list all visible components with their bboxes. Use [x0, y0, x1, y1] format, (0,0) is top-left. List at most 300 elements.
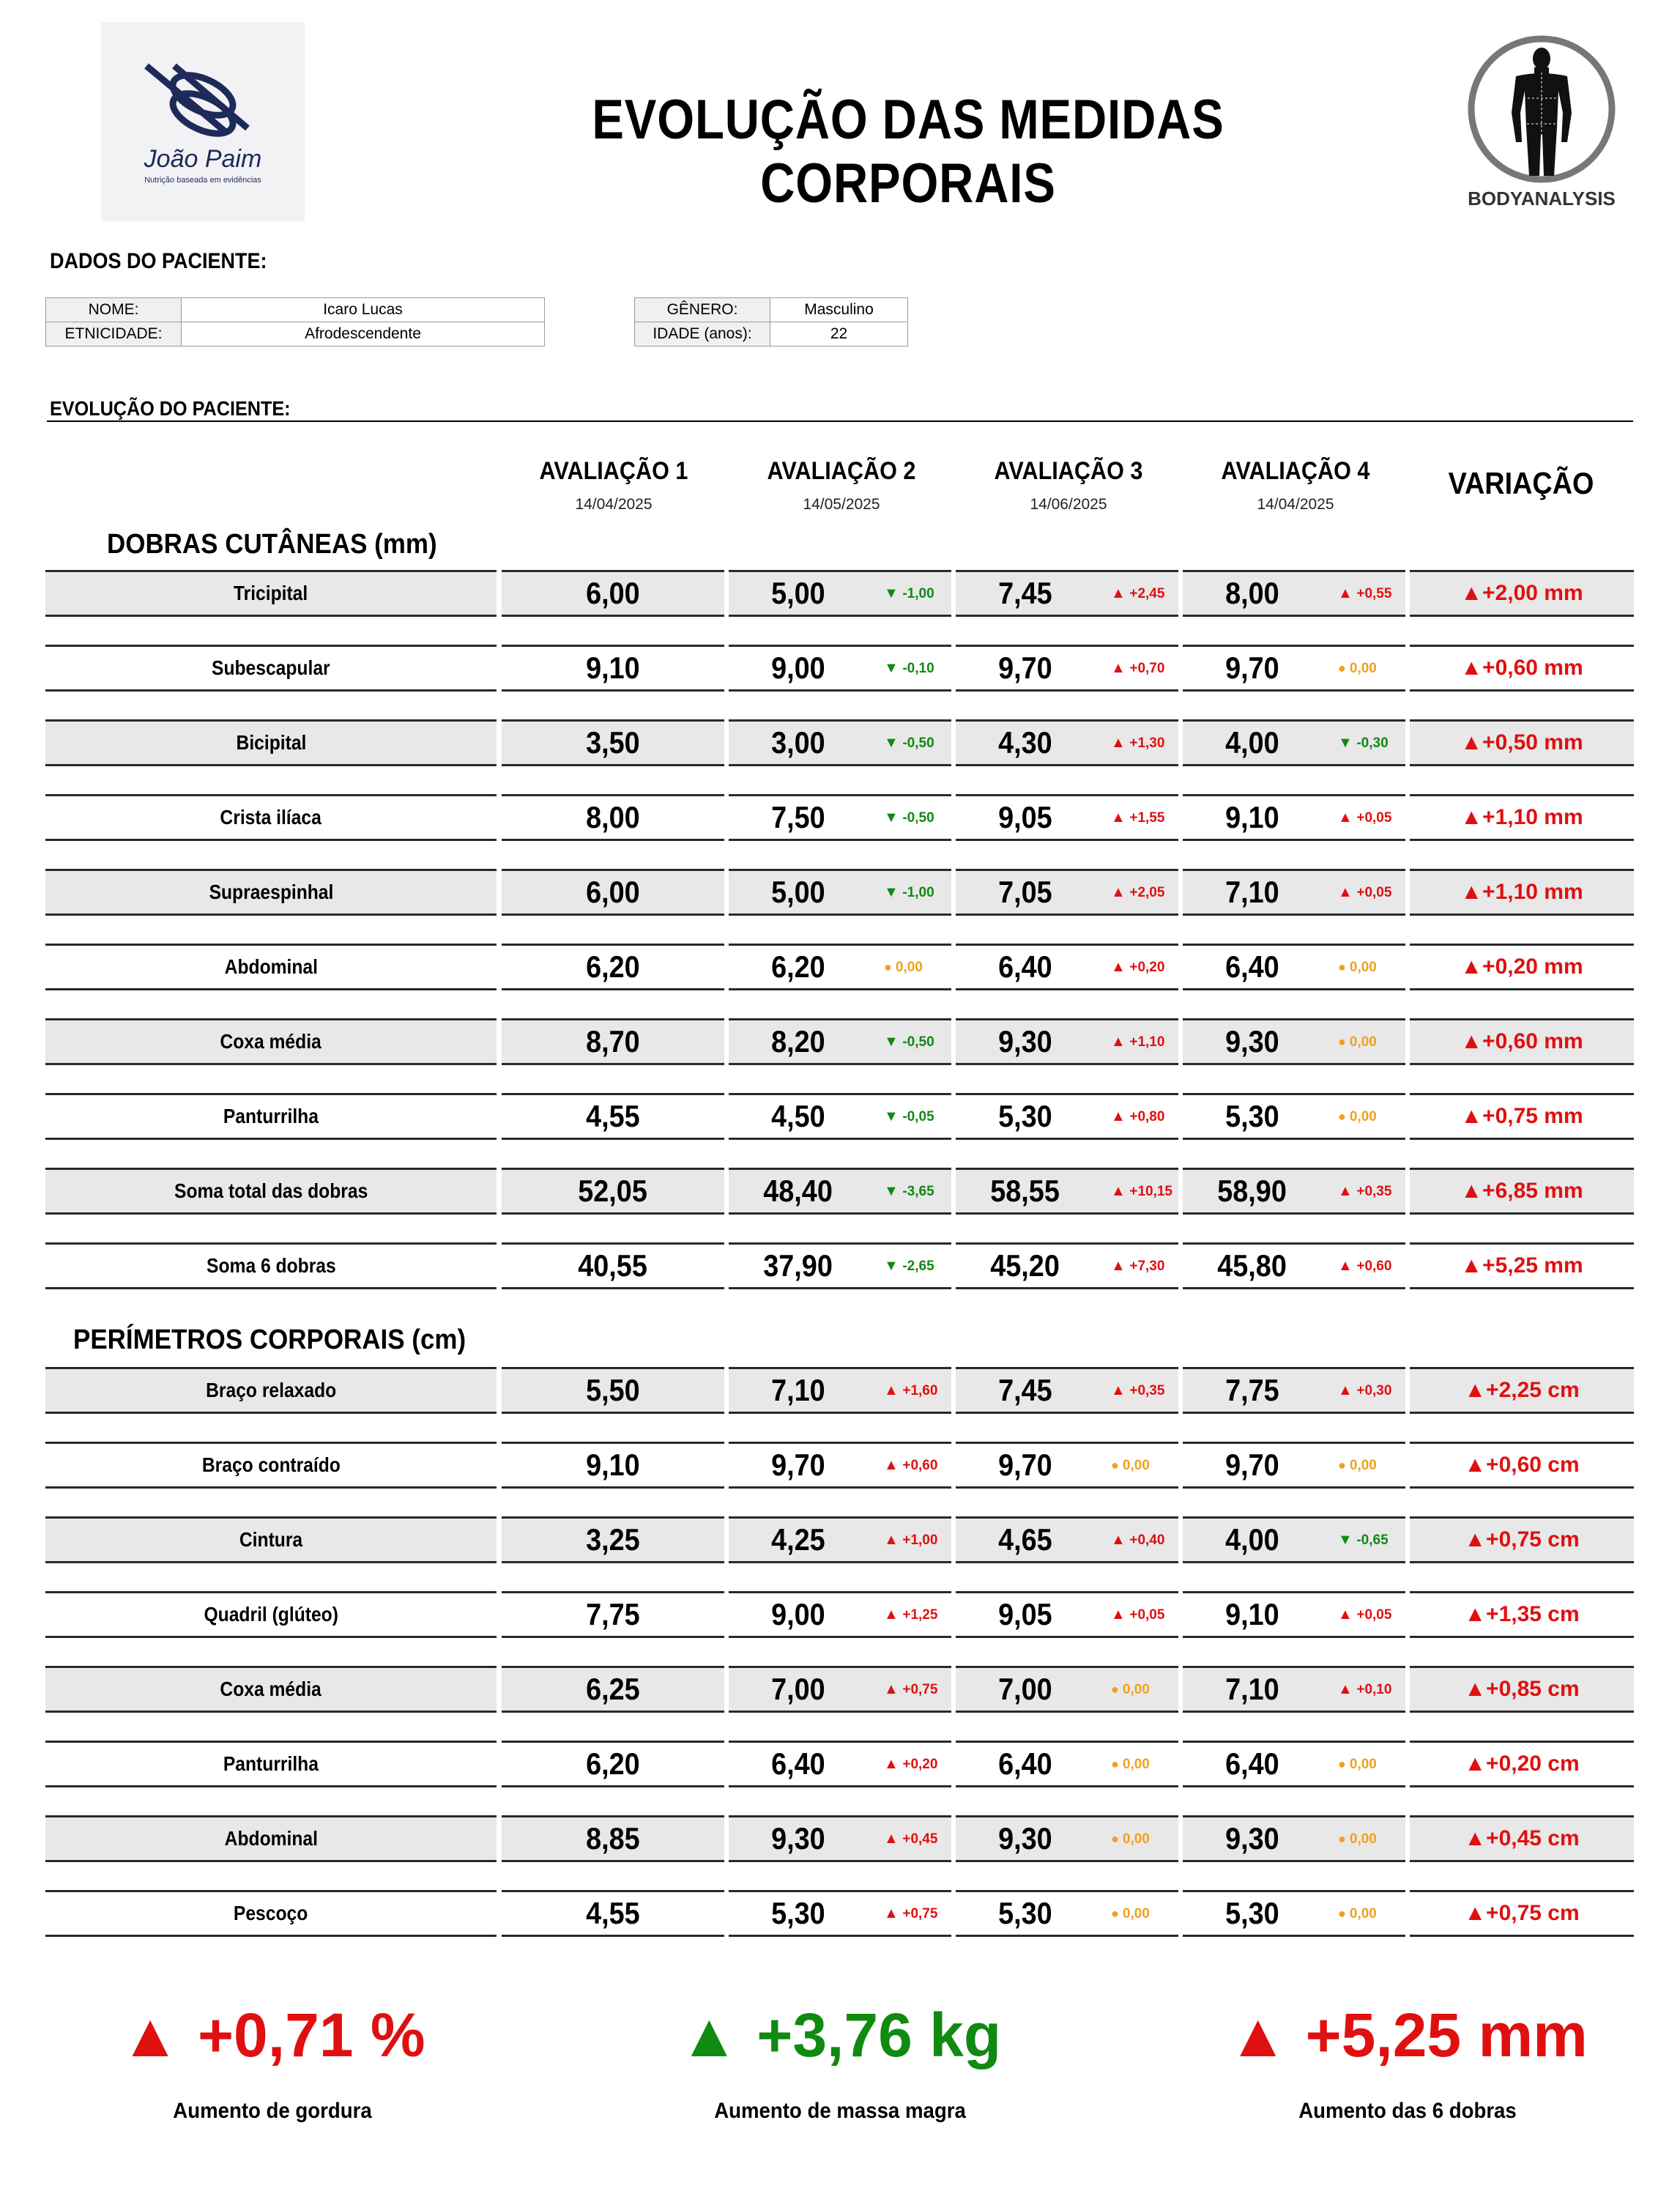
measurement-value	[502, 1593, 724, 1636]
measurement-value	[956, 1245, 1095, 1287]
dot-icon: ●	[1111, 1831, 1123, 1846]
measurement-value	[502, 722, 724, 764]
change-value: +1,60	[902, 1383, 938, 1398]
column-title: AVALIAÇÃO 2	[767, 457, 916, 485]
measurement-value-text: 7,50	[771, 800, 825, 834]
measurement-value-text: 58,55	[990, 1174, 1060, 1208]
row-label	[45, 570, 497, 617]
change-value: 0,00	[1349, 1757, 1377, 1772]
triangle-up-icon: ▲	[1111, 1606, 1130, 1623]
measurement-value-text: 9,70	[771, 1448, 825, 1482]
triangle-up-icon: ▲	[884, 1756, 903, 1772]
measurement-value-text: 9,70	[1225, 1448, 1279, 1482]
change-indicator	[884, 722, 934, 764]
triangle-up-icon: ▲	[1338, 1258, 1357, 1274]
triangle-up-icon: ▲	[1464, 1901, 1487, 1925]
change-indicator	[884, 796, 934, 839]
triangle-up-icon: ▲	[1338, 1606, 1357, 1623]
measurement-value-text: 6,00	[586, 875, 640, 909]
row-label	[45, 1018, 497, 1065]
measurement-value	[1183, 1095, 1322, 1138]
column-title: AVALIAÇÃO 4	[1221, 457, 1370, 485]
measurement-value	[502, 1245, 724, 1287]
change-value: +0,40	[1129, 1533, 1165, 1548]
change-value: +0,20	[1129, 960, 1165, 975]
triangle-up-icon: ▲	[1464, 1378, 1487, 1402]
change-indicator	[1338, 946, 1377, 988]
column-date: 14/04/2025	[1257, 496, 1334, 513]
change-indicator	[1338, 1593, 1391, 1636]
change-value: 0,00	[1122, 1906, 1150, 1921]
change-value: +0,55	[1356, 586, 1392, 601]
triangle-up-icon: ▲	[1111, 1034, 1130, 1050]
evaluation-cell-2	[729, 794, 951, 841]
measurement-value	[502, 1170, 724, 1212]
measurement-value	[729, 1668, 868, 1711]
measurement-value	[502, 1020, 724, 1063]
measurement-value-text: 6,40	[1225, 949, 1279, 984]
triangle-up-icon: ▲	[1464, 1677, 1487, 1701]
variation-cell	[1410, 1516, 1634, 1563]
evaluation-cell-2	[729, 719, 951, 766]
measurement-value	[502, 1095, 724, 1138]
change-value: +0,60	[902, 1458, 938, 1473]
variation-value: +2,00 mm	[1482, 581, 1583, 605]
measurement-value-text: 40,55	[578, 1248, 648, 1283]
measurement-value-text: 3,00	[771, 725, 825, 760]
measurement-value	[956, 1170, 1095, 1212]
measurement-value	[729, 1369, 868, 1412]
measurement-value	[956, 796, 1095, 839]
evaluation-cell-2	[729, 1367, 951, 1414]
summary-lean-mass-value: ▲ +3,76 kg	[678, 2001, 1002, 2069]
column-header-2	[728, 457, 955, 514]
evaluation-cell-4	[1183, 1591, 1405, 1638]
evaluation-cell-2	[729, 645, 951, 692]
evaluation-cell-2	[729, 1242, 951, 1289]
change-indicator	[884, 1668, 937, 1711]
summary-fat-value: ▲ +0,71 %	[119, 2001, 425, 2069]
age-value: 22	[770, 322, 908, 346]
measurement-value-text: 7,10	[1225, 1672, 1279, 1706]
measurement-value	[1183, 722, 1322, 764]
measurement-value	[1183, 1519, 1322, 1561]
summary-skinfolds-label: Aumento das 6 dobras	[1298, 2099, 1517, 2123]
dot-icon: ●	[1338, 1831, 1350, 1846]
change-value: +0,05	[1356, 810, 1392, 826]
evaluation-cell-1	[502, 719, 724, 766]
triangle-up-icon: ▲	[1111, 1258, 1130, 1274]
change-indicator	[884, 1095, 934, 1138]
measurement-value	[502, 1519, 724, 1561]
change-value: +7,30	[1129, 1259, 1165, 1274]
body-analysis-logo	[1465, 32, 1618, 186]
change-value: +0,60	[1356, 1259, 1392, 1274]
measurement-value-text: 6,40	[998, 949, 1052, 984]
evaluation-cell-4	[1183, 1093, 1405, 1140]
triangle-up-icon: ▲	[1338, 1681, 1357, 1697]
change-value: 0,00	[1349, 1458, 1377, 1473]
measurement-value	[729, 1095, 868, 1138]
change-value: +1,55	[1129, 810, 1165, 826]
measurement-value-text: 7,00	[998, 1672, 1052, 1706]
evaluation-cell-2	[729, 1890, 951, 1937]
row-label	[45, 719, 497, 766]
variation-value: +5,25 mm	[1482, 1253, 1583, 1278]
variation-cell	[1410, 1442, 1634, 1489]
change-value: 0,00	[1349, 661, 1377, 676]
dot-icon: ●	[1111, 1906, 1123, 1921]
measurement-value	[729, 1593, 868, 1636]
change-value: +0,45	[902, 1831, 938, 1847]
variation-cell	[1410, 1018, 1634, 1065]
row-label-text: Abdominal	[224, 955, 318, 978]
triangle-up-icon: ▲	[1111, 1382, 1130, 1398]
evaluation-cell-3	[956, 570, 1178, 617]
measurement-value	[502, 1668, 724, 1711]
measurement-value	[502, 796, 724, 839]
change-indicator	[1111, 1892, 1150, 1935]
triangle-up-icon: ▲	[1111, 1532, 1130, 1548]
row-label-text: Soma total das dobras	[174, 1179, 368, 1202]
change-indicator	[884, 647, 934, 689]
variation-value: +0,85 cm	[1486, 1677, 1580, 1701]
change-indicator	[884, 1593, 937, 1636]
triangle-up-icon: ▲	[1338, 585, 1357, 601]
measurement-value	[729, 1519, 868, 1561]
measurement-value	[1183, 1743, 1322, 1785]
change-value: -1,00	[902, 586, 934, 601]
evaluation-cell-3	[956, 1591, 1178, 1638]
measurement-value-text: 5,00	[771, 576, 825, 610]
section-divider	[47, 420, 1633, 422]
patient-info-left	[45, 297, 545, 346]
evaluation-cell-2	[729, 570, 951, 617]
variation-cell	[1410, 1093, 1634, 1140]
measurement-value	[956, 647, 1095, 689]
evaluation-cell-4	[1183, 1815, 1405, 1862]
row-label	[45, 1666, 497, 1713]
evaluation-cell-4	[1183, 1890, 1405, 1937]
evaluation-cell-4	[1183, 944, 1405, 990]
change-value: +2,05	[1129, 885, 1165, 900]
evaluation-cell-3	[956, 1516, 1178, 1563]
triangle-up-icon: ▲	[1111, 884, 1130, 900]
evaluation-cell-2	[729, 1666, 951, 1713]
evaluation-cell-4	[1183, 1442, 1405, 1489]
measurement-value	[502, 572, 724, 615]
measurement-value-text: 4,55	[586, 1896, 640, 1930]
triangle-up-icon: ▲	[1338, 1382, 1357, 1398]
measurement-value	[729, 1170, 868, 1212]
evaluation-cell-4	[1183, 1168, 1405, 1215]
measurement-value-text: 4,50	[771, 1099, 825, 1133]
evaluation-cell-3	[956, 1168, 1178, 1215]
change-indicator	[1111, 1519, 1164, 1561]
dot-icon: ●	[1111, 1682, 1123, 1697]
column-date: 14/05/2025	[803, 496, 880, 513]
triangle-up-icon: ▲	[1227, 2001, 1306, 2069]
brand-logo-tagline: Nutrição baseada em evidências	[144, 176, 261, 185]
patient-info-right	[634, 297, 908, 346]
change-value: 0,00	[1122, 1458, 1150, 1473]
measurement-value	[1183, 1369, 1322, 1412]
evaluation-cell-4	[1183, 794, 1405, 841]
measurement-value	[956, 946, 1095, 988]
triangle-up-icon: ▲	[1464, 1602, 1487, 1626]
measurement-value	[1183, 572, 1322, 615]
measurement-value	[956, 1095, 1095, 1138]
row-label	[45, 1815, 497, 1862]
change-indicator	[1111, 871, 1164, 913]
measurement-value-text: 45,80	[1217, 1248, 1287, 1283]
column-header-4	[1182, 457, 1409, 514]
change-indicator	[1338, 1245, 1391, 1287]
measurement-value-text: 8,70	[586, 1024, 640, 1059]
evaluation-cell-1	[502, 645, 724, 692]
triangle-up-icon: ▲	[1111, 1108, 1130, 1124]
change-indicator	[1338, 1743, 1377, 1785]
variation-value: +0,50 mm	[1482, 730, 1583, 755]
row-label-text: Panturrilha	[223, 1752, 319, 1775]
measurement-value	[729, 1245, 868, 1287]
measurement-value-text: 9,10	[586, 651, 640, 685]
triangle-down-icon: ▼	[884, 809, 903, 826]
row-label-text: Braço contraído	[201, 1453, 341, 1476]
evaluation-cell-3	[956, 1242, 1178, 1289]
evaluation-cell-2	[729, 1168, 951, 1215]
change-value: +0,30	[1356, 1383, 1392, 1398]
measurement-value	[956, 722, 1095, 764]
measurement-value	[502, 647, 724, 689]
evaluation-cell-2	[729, 1815, 951, 1862]
variation-value: +1,10 mm	[1482, 880, 1583, 904]
change-value: 0,00	[1349, 1906, 1377, 1921]
triangle-up-icon: ▲	[884, 1532, 903, 1548]
change-indicator	[1338, 1892, 1377, 1935]
measurement-value	[502, 1444, 724, 1486]
evaluation-cell-1	[502, 1367, 724, 1414]
change-indicator	[1338, 1369, 1391, 1412]
measurement-value	[956, 1593, 1095, 1636]
measurement-value-text: 7,10	[771, 1373, 825, 1407]
variation-value: +0,75 mm	[1482, 1104, 1583, 1128]
triangle-up-icon: ▲	[1111, 809, 1130, 826]
measurement-value-text: 4,30	[998, 725, 1052, 760]
change-indicator	[1338, 1444, 1377, 1486]
row-label-text: Soma 6 dobras	[206, 1254, 336, 1277]
group-title-skinfolds: DOBRAS CUTÂNEAS (mm)	[107, 529, 437, 560]
evaluation-cell-2	[729, 1018, 951, 1065]
evaluation-cell-4	[1183, 1666, 1405, 1713]
measurement-value-text: 4,25	[771, 1522, 825, 1557]
variation-value: +0,60 cm	[1486, 1453, 1580, 1477]
change-value: +1,00	[902, 1533, 938, 1548]
row-label-text: Cintura	[239, 1528, 303, 1551]
triangle-up-icon: ▲	[1460, 880, 1483, 904]
brand-logo-icon	[101, 22, 305, 221]
measurement-value-text: 9,30	[998, 1024, 1052, 1059]
evaluation-cell-3	[956, 1442, 1178, 1489]
row-label	[45, 1442, 497, 1489]
measurement-value	[1183, 1892, 1322, 1935]
measurement-value-text: 7,75	[586, 1597, 640, 1631]
row-label-text: Crista ilíaca	[220, 806, 322, 829]
variation-cell	[1410, 869, 1634, 916]
evaluation-cell-1	[502, 794, 724, 841]
evaluation-cell-3	[956, 1890, 1178, 1937]
triangle-up-icon: ▲	[1460, 581, 1483, 605]
change-indicator	[1111, 1245, 1164, 1287]
row-label	[45, 794, 497, 841]
evaluation-cell-1	[502, 1442, 724, 1489]
dot-icon: ●	[1338, 1034, 1350, 1049]
change-indicator	[884, 1892, 937, 1935]
change-value: 0,00	[1349, 1831, 1377, 1847]
triangle-up-icon: ▲	[1111, 959, 1130, 975]
evaluation-cell-1	[502, 944, 724, 990]
variation-cell	[1410, 1741, 1634, 1787]
measurement-value-text: 6,40	[1225, 1746, 1279, 1781]
evaluation-cell-3	[956, 1367, 1178, 1414]
measurement-value	[729, 796, 868, 839]
brand-logo-name: João Paim	[144, 145, 262, 173]
evaluation-cell-4	[1183, 645, 1405, 692]
change-indicator	[1111, 572, 1164, 615]
triangle-up-icon: ▲	[1464, 1527, 1487, 1552]
dot-icon: ●	[1338, 661, 1350, 675]
measurement-value-text: 9,05	[998, 1597, 1052, 1631]
measurement-value	[502, 1369, 724, 1412]
measurement-value-text: 7,75	[1225, 1373, 1279, 1407]
change-value: 0,00	[1122, 1682, 1150, 1697]
evaluation-cell-3	[956, 1815, 1178, 1862]
variation-cell	[1410, 1242, 1634, 1289]
change-value: +0,35	[1356, 1184, 1392, 1199]
change-indicator	[1111, 1095, 1164, 1138]
ethnicity-value: Afrodescendente	[182, 322, 545, 346]
measurement-value	[729, 946, 868, 988]
triangle-up-icon: ▲	[1464, 1453, 1487, 1477]
measurement-value-text: 3,25	[586, 1522, 640, 1557]
measurement-value-text: 6,25	[586, 1672, 640, 1706]
row-label	[45, 645, 497, 692]
triangle-up-icon: ▲	[1460, 656, 1483, 680]
row-label	[45, 869, 497, 916]
triangle-up-icon: ▲	[1464, 1826, 1487, 1850]
change-value: -0,30	[1356, 735, 1389, 751]
measurement-value-text: 9,30	[1225, 1821, 1279, 1856]
triangle-up-icon: ▲	[678, 2001, 757, 2069]
measurement-value	[956, 572, 1095, 615]
measurement-value	[956, 1020, 1095, 1063]
dot-icon: ●	[1338, 960, 1350, 974]
measurement-value-text: 9,30	[998, 1821, 1052, 1856]
evaluation-cell-1	[502, 1666, 724, 1713]
measurement-value-text: 8,85	[586, 1821, 640, 1856]
change-value: +1,30	[1129, 735, 1165, 751]
measurement-value	[729, 647, 868, 689]
triangle-up-icon: ▲	[1111, 660, 1130, 676]
dot-icon: ●	[1111, 1757, 1123, 1771]
measurement-value-text: 48,40	[763, 1174, 833, 1208]
measurement-value-text: 7,10	[1225, 875, 1279, 909]
measurement-value	[502, 1743, 724, 1785]
patient-section-title: DADOS DO PACIENTE:	[50, 249, 267, 273]
evaluation-cell-1	[502, 1591, 724, 1638]
measurement-value-text: 9,70	[998, 1448, 1052, 1482]
evaluation-cell-4	[1183, 1741, 1405, 1787]
evaluation-cell-4	[1183, 869, 1405, 916]
row-label-text: Supraespinhal	[209, 881, 333, 903]
age-label: IDADE (anos):	[635, 322, 770, 346]
change-indicator	[1111, 1369, 1164, 1412]
change-value: +0,05	[1129, 1607, 1165, 1623]
measurement-value-text: 9,10	[1225, 800, 1279, 834]
row-label-text: Tricipital	[234, 582, 308, 604]
variation-cell	[1410, 719, 1634, 766]
measurement-value	[1183, 946, 1322, 988]
change-indicator	[884, 1020, 934, 1063]
evaluation-cell-1	[502, 1890, 724, 1937]
change-value: -3,65	[902, 1184, 934, 1199]
row-label	[45, 1591, 497, 1638]
triangle-up-icon: ▲	[1338, 884, 1357, 900]
measurement-value-text: 6,00	[586, 576, 640, 610]
triangle-down-icon: ▼	[884, 1108, 903, 1124]
triangle-up-icon: ▲	[119, 2001, 198, 2069]
change-indicator	[1111, 1817, 1150, 1860]
evaluation-cell-2	[729, 1741, 951, 1787]
change-value: -0,50	[902, 810, 934, 826]
row-label-text: Panturrilha	[223, 1105, 319, 1127]
change-indicator	[1338, 1095, 1377, 1138]
measurement-value	[729, 1817, 868, 1860]
brand-logo	[101, 22, 305, 221]
measurement-value-text: 5,30	[771, 1896, 825, 1930]
measurement-value	[502, 1892, 724, 1935]
change-indicator	[1338, 1020, 1377, 1063]
row-label	[45, 1890, 497, 1937]
variation-cell	[1410, 645, 1634, 692]
measurement-value	[729, 1444, 868, 1486]
measurement-value	[1183, 871, 1322, 913]
change-indicator	[1338, 796, 1391, 839]
column-date: 14/06/2025	[1030, 496, 1107, 513]
change-value: +0,35	[1129, 1383, 1165, 1398]
triangle-up-icon: ▲	[884, 1457, 903, 1473]
triangle-down-icon: ▼	[884, 660, 903, 676]
measurement-value-text: 8,00	[586, 800, 640, 834]
triangle-down-icon: ▼	[884, 1258, 903, 1274]
row-label-text: Bicipital	[236, 731, 306, 754]
dot-icon: ●	[1338, 1906, 1350, 1921]
dot-icon: ●	[1111, 1458, 1123, 1472]
change-indicator	[1338, 1519, 1389, 1561]
triangle-up-icon: ▲	[1460, 1179, 1483, 1203]
measurement-value-text: 7,05	[998, 875, 1052, 909]
change-indicator	[884, 572, 934, 615]
change-value: 0,00	[1349, 1109, 1377, 1124]
measurement-value-text: 9,10	[586, 1448, 640, 1482]
measurement-value-text: 7,45	[998, 576, 1052, 610]
evolution-section-title: EVOLUÇÃO DO PACIENTE:	[50, 397, 291, 420]
column-header-1	[500, 457, 727, 514]
measurement-value-text: 3,50	[586, 725, 640, 760]
variation-value: +6,85 mm	[1482, 1179, 1583, 1203]
measurement-value	[1183, 1245, 1322, 1287]
triangle-up-icon: ▲	[884, 1606, 903, 1623]
